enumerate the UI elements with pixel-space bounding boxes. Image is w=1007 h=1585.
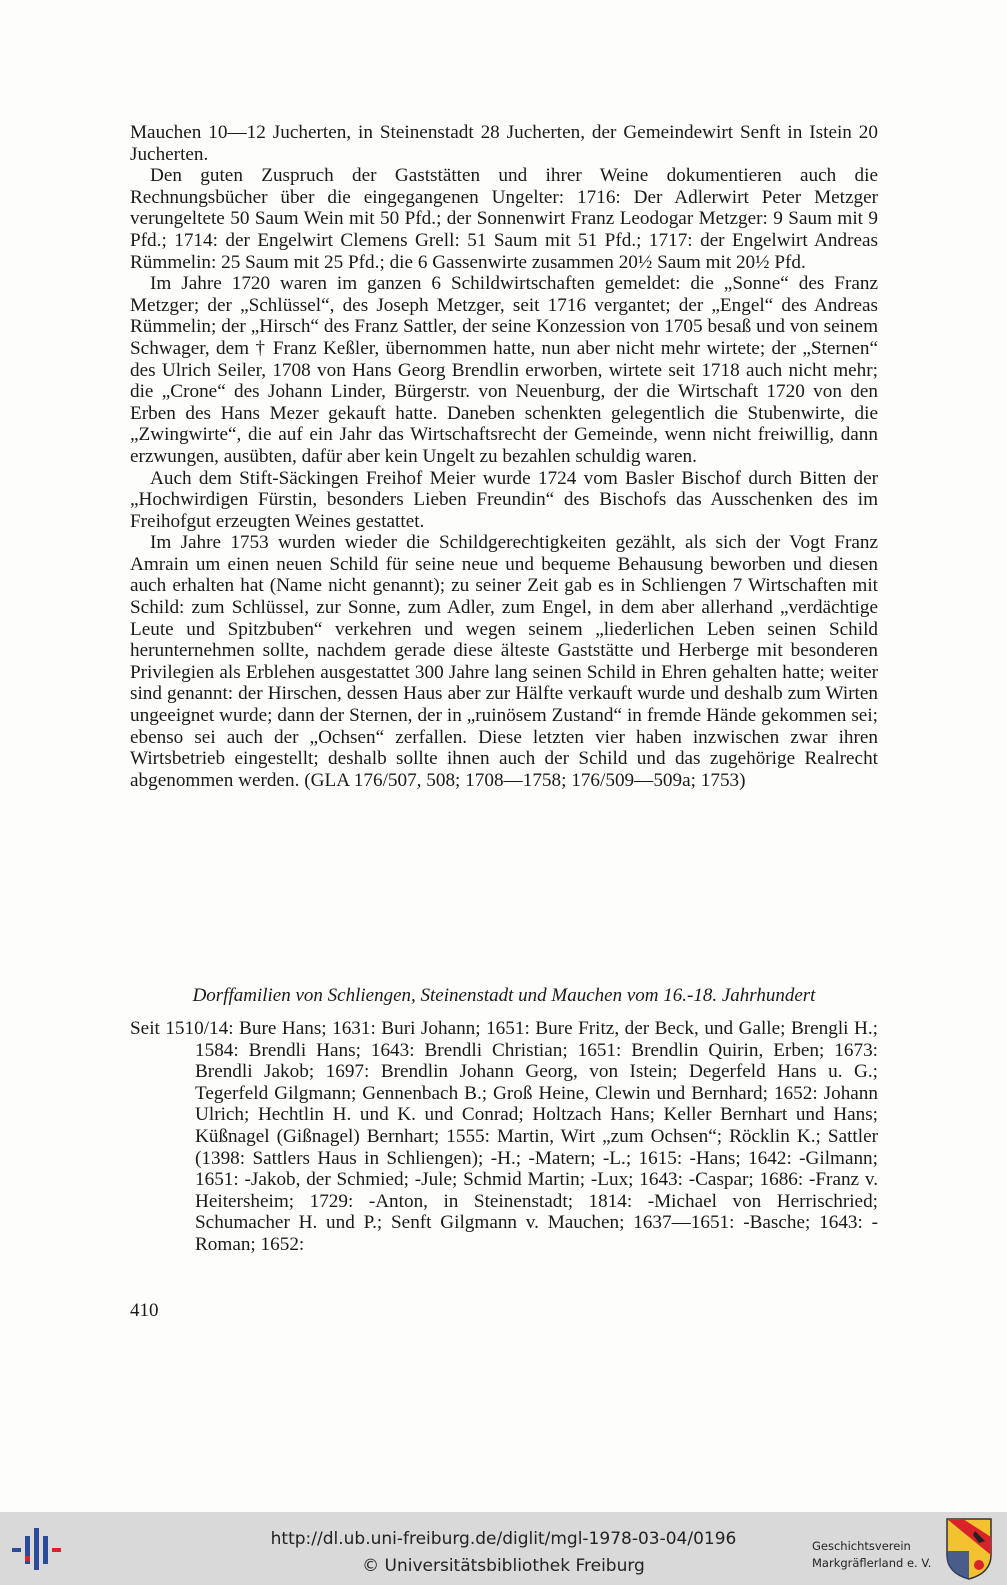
paragraph: Im Jahre 1753 wurden wieder die Schildgerechtigkeiten gezählt, als sich der Vogt Franz Amrain um einen neuen Schild für seine neue und bequeme Behausung beworben und diesen auch erhalten hat (Name nicht genannt); zu seiner Zeit gab es in Schliengen 7 Wirtschaften mit Schild: zum Schlüssel, zur Sonne, zum Adler, zum Engel, in dem aber allerhand „verdächtige Leute und Spitzbuben“ verkehren und wegen seinem „liederlichen Leben seinen Schild herunternehmen sollte, nachdem gerade diese älteste Gaststätte und Herberge mit besonderen Privilegien als Erblehen ausgestattet 300 Jahre lang seinen Schild in Ehren gehalten hatte; weiter sind genannt: der Hirschen, dessen Haus aber zur Hälfte verkauft wurde und deshalb zum Wirten ungeeignet wurde; dann der Sternen, der in „ruinösem Zustand“ in fremde Hände gekommen sei; ebenso sei auch der „Ochsen“ zerfallen. Diese letzten vier haben inzwischen zwar ihren Wirtsbetrieb eingestellt; deshalb sollte ihnen auch der Schild und das zugehörige Realrecht abgenommen werden. (GLA 176/507, 508; 1708—1758; 176/509—509a; 1753) bbox=[130, 532, 878, 791]
markgraeflerland-crest-icon bbox=[945, 1517, 993, 1581]
family-list bbox=[130, 1018, 878, 1256]
paragraph: Auch dem Stift-Säckingen Freihof Meier wurde 1724 vom Basler Bischof durch Bitten der „Hochwirdigen Fürstin, besonders Lieben Freundin“ des Bischofs das Ausschenken des im Freihofgut erzeugten Weines gestattet. bbox=[130, 467, 878, 532]
society-line-2: Markgräflerland e. V. bbox=[812, 1556, 932, 1570]
body-text bbox=[130, 122, 878, 791]
family-entry: Seit 1510/14: Bure Hans; 1631: Buri Johann; 1651: Bure Fritz, der Beck, und Galle; Brengli H.; 1584: Brendli Hans; 1643: Brendli Christian; 1651: Brendlin Quirin, Erben; 1673: Brendli Jakob; 1697: Brendlin Johann Georg, von Istein; Degerfeld Hans u. G.; Tegerfeld Gilgmann; Gennenbach B.; Groß Heine, Clewin und Bernhard; 1652: Johann Ulrich; Hechtlin H. und K. und Conrad; Holtzach Hans; Keller Bernhart und Hans; Küßnagel (Gißnagel) Bernhart; 1555: Martin, Wirt „zum Ochsen“; Röcklin K.; Sattler (1398: Sattlers Haus in Schliengen); -H.; -Matern; -L.; 1615: -Hans; 1642: -Gilmann; 1651: -Jakob, der Schmied; -Jule; Schmid Martin; -Lux; 1643: -Caspar; 1686: -Franz v. Heitersheim; 1729: -Anton, in Steinenstadt; 1814: -Michael von Herrischried; Schumacher H. und P.; Senft Gilgmann v. Mauchen; 1637—1651: -Basche; 1643: -Roman; 1652: bbox=[130, 1018, 878, 1255]
source-url-link[interactable]: http://dl.ub.uni-freiburg.de/diglit/mgl-1978-03-04/0196 bbox=[270, 1529, 737, 1549]
copyright-text: © Universitätsbibliothek Freiburg bbox=[362, 1556, 645, 1576]
section-heading: Dorffamilien von Schliengen, Steinenstadt und Mauchen vom 16.-18. Jahrhundert bbox=[192, 985, 816, 1006]
footer-bar bbox=[0, 1512, 1007, 1585]
paragraph: Mauchen 10—12 Jucherten, in Steinenstadt 28 Jucherten, der Gemeindewirt Senft in Istein 20 Jucherten. bbox=[130, 122, 878, 165]
paragraph: Den guten Zuspruch der Gaststätten und ihrer Weine dokumentieren auch die Rechnungsbücher über die eingegangenen Ungelter: 1716: Der Adlerwirt Peter Metzger verungeltete 50 Saum Wein mit 50 Pfd.; der Sonnenwirt Franz Leodogar Metzger: 9 Saum mit 9 Pfd.; 1714: der Engelwirt Clemens Grell: 51 Saum mit 51 Pfd.; 1717: der Engelwirt Andreas Rümmelin: 25 Saum mit 25 Pfd.; die 6 Gassenwirte zusammen 20½ Saum mit 20½ Pfd. bbox=[130, 165, 878, 273]
society-line-1: Geschichtsverein bbox=[812, 1539, 911, 1553]
paragraph: Im Jahre 1720 waren im ganzen 6 Schildwirtschaften gemeldet: die „Sonne“ des Franz Metzger; der „Schlüssel“, des Joseph Metzger, seit 1716 vergantet; der „Engel“ des Andreas Rümmelin; der „Hirsch“ des Franz Sattler, der seine Konzession von 1705 besaß und von seinem Schwager, dem † Franz Keßler, übernommen hatte, nun aber nicht mehr wirtete; der „Sternen“ des Ulrich Seiler, 1708 von Hans Georg Brendlin erworben, wirtete seit 1718 auch nicht mehr; die „Crone“ des Johann Linder, Bürgerstr. von Neuenburg, der die Wirtschaft 1720 von den Erben des Hans Mezer gekauft hatte. Daneben schenkten gelegentlich die Stubenwirte, die „Zwingwirte“, die auf ein Jahr das Wirtschaftsrecht der Gemeinde, wenn nicht freiwillig, dann erzwungen, ausübten, dafür aber kein Ungelt zu bezahlen schuldig waren. bbox=[130, 273, 878, 467]
page-number: 410 bbox=[130, 1300, 159, 1321]
society-name bbox=[812, 1538, 931, 1572]
